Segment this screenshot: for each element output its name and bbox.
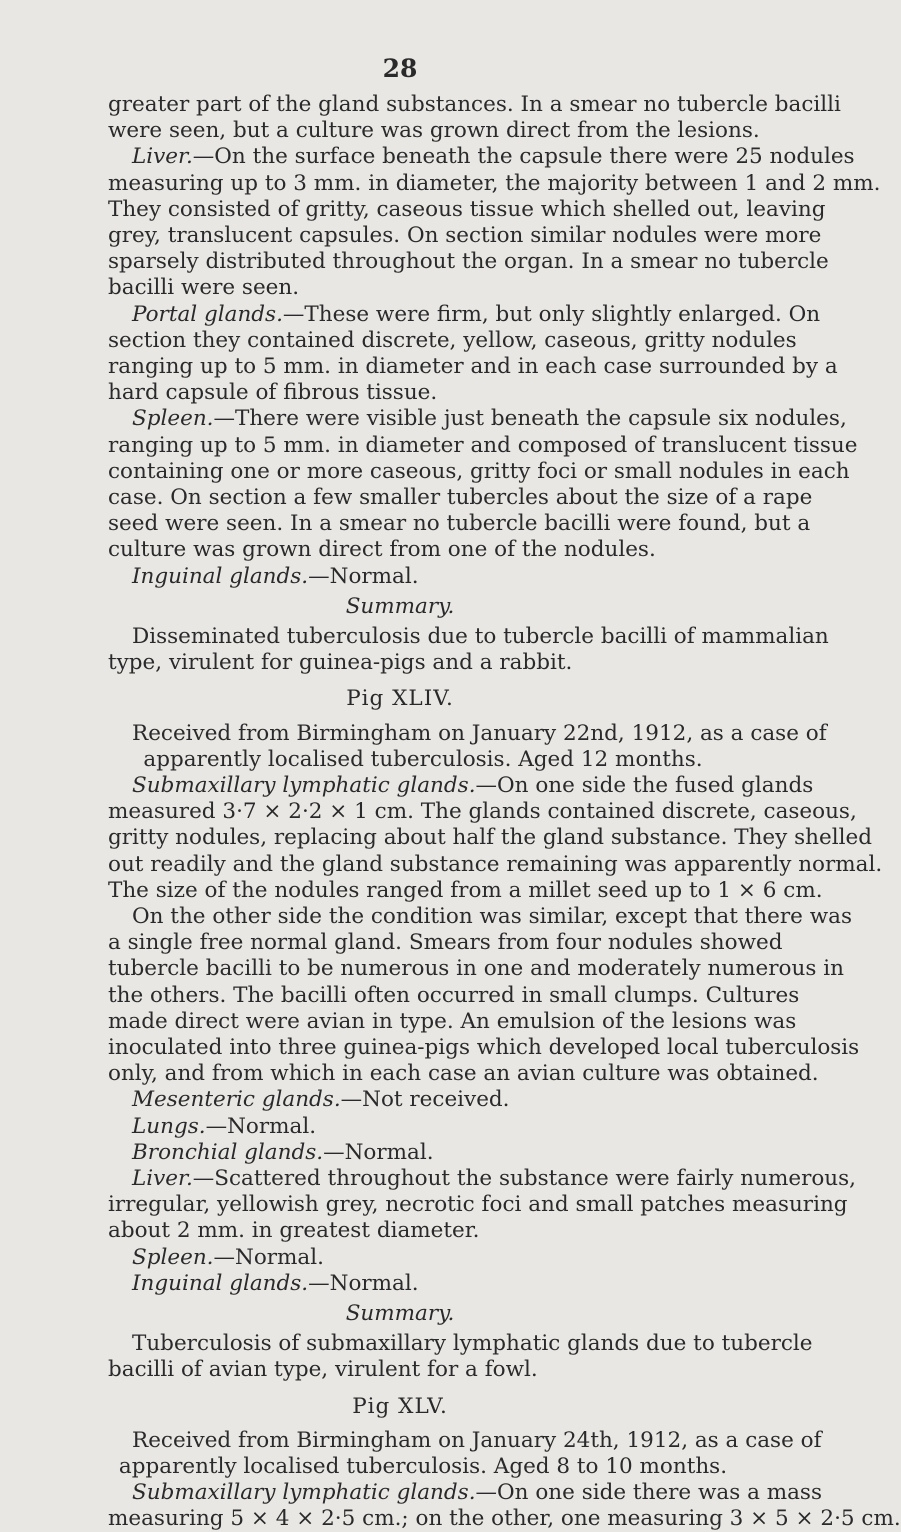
- text-line: the others. The bacilli often occurred in small clumps. Cultures: [108, 982, 800, 1008]
- text-line: Liver.—On the surface beneath the capsule there were 25 nodules: [132, 144, 855, 170]
- text-line: hard capsule of fibrous tissue.: [108, 380, 438, 406]
- text-line: Bronchial glands.—Normal.: [132, 1139, 434, 1165]
- text-line: Inguinal glands.—Normal.: [132, 1270, 419, 1296]
- text-line: greater part of the gland substances. In a smear no tubercle bacilli: [108, 92, 841, 117]
- section-heading: Summary.: [345, 593, 455, 619]
- text-line: grey, translucent capsules. On section similar nodules were more: [108, 223, 822, 248]
- text-line: measuring 5 × 4 × 2·5 cm.; on the other, one measuring 3 × 5 × 2·5 cm.: [108, 1506, 901, 1532]
- text-line: apparently localised tuberculosis. Aged 12 months.: [143, 746, 703, 772]
- text-line: made direct were avian in type. An emulsion of the lesions was: [108, 1008, 797, 1034]
- text-line: On the other side the condition was similar, except that there was: [132, 904, 852, 929]
- text-line: ranging up to 5 mm. in diameter and in each case surrounded by a: [108, 354, 838, 379]
- text-line: Inguinal glands.—Normal.: [132, 563, 419, 589]
- text-line: seed were seen. In a smear no tubercle bacilli were found, but a: [108, 511, 811, 537]
- text-line: containing one or more caseous, gritty foci or small nodules in each: [108, 458, 850, 484]
- text-line: tubercle bacilli to be numerous in one and moderately numerous in: [108, 956, 844, 982]
- text-line: bacilli were seen.: [108, 275, 300, 301]
- text-line: Spleen.—There were visible just beneath the capsule six nodules,: [132, 406, 847, 432]
- text-line: section they contained discrete, yellow, caseous, gritty nodules: [108, 327, 797, 353]
- text-line: They consisted of gritty, caseous tissue which shelled out, leaving: [108, 196, 826, 222]
- text-line: sparsely distributed throughout the organ. In a smear no tubercle: [108, 249, 829, 275]
- text-line: apparently localised tuberculosis. Aged 8 to 10 months.: [118, 1454, 728, 1479]
- text-line: were seen, but a culture was grown direct from the lesions.: [108, 118, 760, 144]
- text-line: Lungs.—Normal.: [132, 1113, 317, 1139]
- text-line: Submaxillary lymphatic glands.—On one side the fused glands: [132, 773, 814, 798]
- text-line: irregular, yellowish grey, necrotic foci and small patches measuring: [108, 1192, 848, 1218]
- text-line: case. On section a few smaller tubercles about the size of a rape: [108, 485, 813, 510]
- text-line: Portal glands.—These were firm, but only slightly enlarged. On: [132, 301, 821, 327]
- text-line: Liver.—Scattered throughout the substance were fairly numerous,: [132, 1166, 857, 1191]
- text-line: Received from Birmingham on January 22nd, 1912, as a case of: [132, 720, 827, 746]
- text-line: only, and from which in each case an avian culture was obtained.: [108, 1061, 819, 1087]
- text-line: a single free normal gland. Smears from four nodules showed: [108, 930, 783, 956]
- text-line: measuring up to 3 mm. in diameter, the majority between 1 and 2 mm.: [108, 170, 881, 196]
- text-line: Disseminated tuberculosis due to tubercle bacilli of mammalian: [132, 624, 829, 649]
- text-line: Mesenteric glands.—Not received.: [132, 1087, 510, 1113]
- text-line: measured 3·7 × 2·2 × 1 cm. The glands contained discrete, caseous,: [108, 799, 857, 825]
- case-heading: Pig XLV.: [352, 1393, 448, 1419]
- text-line: inoculated into three guinea-pigs which developed local tuberculosis: [108, 1035, 860, 1060]
- text-line: Spleen.—Normal.: [132, 1244, 324, 1270]
- text-line: bacilli of avian type, virulent for a fowl.: [108, 1357, 538, 1383]
- text-line: The size of the nodules ranged from a millet seed up to 1 × 6 cm.: [108, 877, 823, 903]
- text-line: out readily and the gland substance remaining was apparently normal.: [108, 851, 883, 877]
- text-line: type, virulent for guinea-pigs and a rabbit.: [108, 650, 573, 676]
- text-line: Tuberculosis of submaxillary lymphatic glands due to tubercle: [132, 1331, 813, 1357]
- text-line: culture was grown direct from one of the nodules.: [108, 537, 656, 563]
- text-line: gritty nodules, replacing about half the gland substance. They shelled: [108, 825, 872, 851]
- page-number: 28: [382, 54, 418, 83]
- case-heading: Pig XLIV.: [346, 686, 454, 712]
- text-line: Submaxillary lymphatic glands.—On one side there was a mass: [132, 1480, 822, 1506]
- text-line: ranging up to 5 mm. in diameter and composed of translucent tissue: [108, 432, 858, 458]
- text-line: about 2 mm. in greatest diameter.: [108, 1218, 480, 1244]
- text-line: Received from Birmingham on January 24th, 1912, as a case of: [132, 1427, 822, 1453]
- section-heading: Summary.: [345, 1301, 455, 1326]
